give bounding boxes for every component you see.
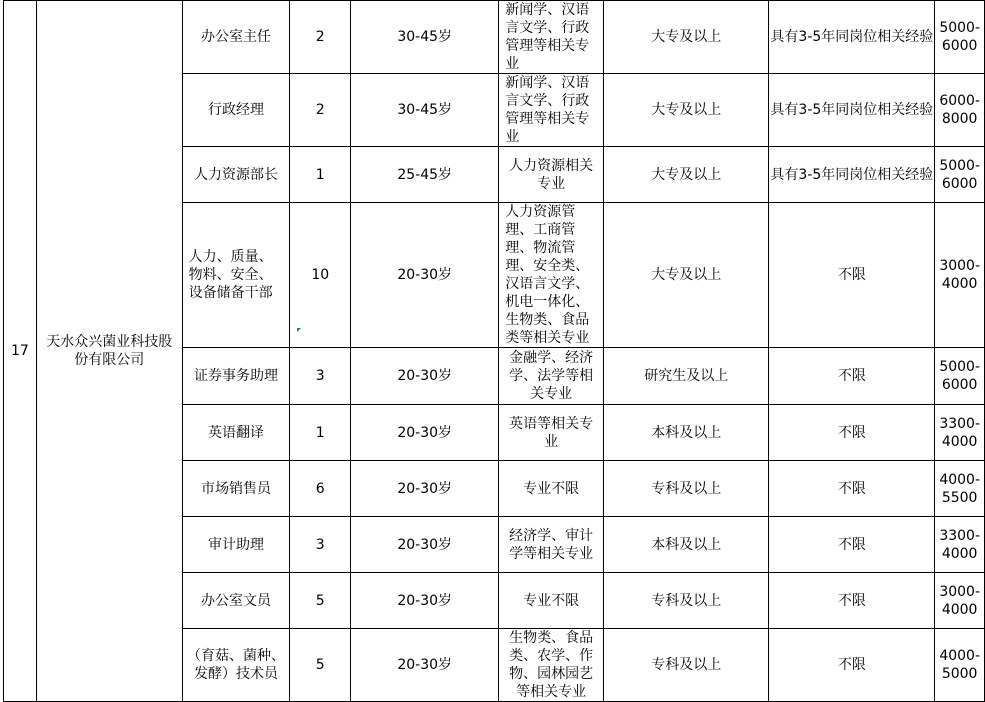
seq-cell: 17 (4, 1, 37, 702)
experience-cell: 不限 (769, 405, 935, 461)
education-cell: 研究生及以上 (604, 348, 769, 405)
position-cell: 审计助理 (182, 517, 290, 573)
experience-cell: 不限 (769, 461, 935, 517)
major-cell: 生物类、食品类、农学、作物、园林园艺等相关专业 (499, 629, 604, 702)
age-cell: 20-30岁 (351, 348, 499, 405)
position-cell: 英语翻译 (182, 405, 290, 461)
age-cell: 25-45岁 (351, 147, 499, 203)
experience-cell: 不限 (769, 517, 935, 573)
salary-cell: 3300-4000 (935, 405, 985, 461)
major-cell: 金融学、经济学、法学等相关专业 (499, 348, 604, 405)
salary-cell: 5000-6000 (935, 147, 985, 203)
count-cell: 3 (290, 517, 351, 573)
experience-cell: 具有3-5年同岗位相关经验 (769, 74, 935, 147)
major-cell: 英语等相关专业 (499, 405, 604, 461)
education-cell: 本科及以上 (604, 405, 769, 461)
major-cell: 经济学、审计学等相关专业 (499, 517, 604, 573)
position-cell: 市场销售员 (182, 461, 290, 517)
education-cell: 本科及以上 (604, 517, 769, 573)
experience-cell: 不限 (769, 573, 935, 629)
experience-cell: 不限 (769, 203, 935, 348)
education-cell: 专科及以上 (604, 629, 769, 702)
salary-cell: 3000-4000 (935, 573, 985, 629)
major-cell: 新闻学、汉语言文学、行政管理等相关专业 (499, 1, 604, 74)
experience-cell: 具有3-5年同岗位相关经验 (769, 1, 935, 74)
cell-comment-marker (297, 328, 301, 332)
education-cell: 大专及以上 (604, 203, 769, 348)
experience-cell: 不限 (769, 629, 935, 702)
salary-cell: 3000-4000 (935, 203, 985, 348)
position-cell: （育菇、菌种、发酵）技术员 (182, 629, 290, 702)
major-cell: 专业不限 (499, 573, 604, 629)
count-cell: 6 (290, 461, 351, 517)
table-row (4, 1, 985, 74)
count-cell: 10 (290, 203, 351, 348)
recruitment-table (3, 0, 985, 702)
age-cell: 30-45岁 (351, 74, 499, 147)
position-cell: 人力资源部长 (182, 147, 290, 203)
age-cell: 20-30岁 (351, 517, 499, 573)
count-cell: 3 (290, 348, 351, 405)
salary-cell: 4000-5500 (935, 461, 985, 517)
salary-cell: 6000-8000 (935, 74, 985, 147)
major-cell: 人力资源相关专业 (499, 147, 604, 203)
education-cell: 大专及以上 (604, 74, 769, 147)
salary-cell: 5000-6000 (935, 348, 985, 405)
salary-cell: 5000-6000 (935, 1, 985, 74)
education-cell: 专科及以上 (604, 573, 769, 629)
position-cell: 行政经理 (182, 74, 290, 147)
salary-cell: 4000-5000 (935, 629, 985, 702)
age-cell: 20-30岁 (351, 203, 499, 348)
education-cell: 专科及以上 (604, 461, 769, 517)
count-cell: 5 (290, 629, 351, 702)
count-cell: 1 (290, 405, 351, 461)
major-cell: 专业不限 (499, 461, 604, 517)
position-cell: 证券事务助理 (182, 348, 290, 405)
age-cell: 20-30岁 (351, 573, 499, 629)
count-cell: 2 (290, 74, 351, 147)
count-cell: 1 (290, 147, 351, 203)
position-cell: 办公室主任 (182, 1, 290, 74)
count-cell: 2 (290, 1, 351, 74)
age-cell: 20-30岁 (351, 461, 499, 517)
position-cell: 办公室文员 (182, 573, 290, 629)
salary-cell: 3300-4000 (935, 517, 985, 573)
education-cell: 大专及以上 (604, 147, 769, 203)
major-cell: 人力资源管理、工商管理、物流管理、安全类、汉语言文学、机电一体化、生物类、食品类等相关专业 (499, 203, 604, 348)
age-cell: 20-30岁 (351, 405, 499, 461)
age-cell: 20-30岁 (351, 629, 499, 702)
position-cell: 人力、质量、物料、安全、设备储备干部 (182, 203, 290, 348)
age-cell: 30-45岁 (351, 1, 499, 74)
experience-cell: 不限 (769, 348, 935, 405)
education-cell: 大专及以上 (604, 1, 769, 74)
experience-cell: 具有3-5年同岗位相关经验 (769, 147, 935, 203)
company-cell: 天水众兴菌业科技股份有限公司 (36, 1, 182, 702)
count-cell: 5 (290, 573, 351, 629)
major-cell: 新闻学、汉语言文学、行政管理等相关专业 (499, 74, 604, 147)
